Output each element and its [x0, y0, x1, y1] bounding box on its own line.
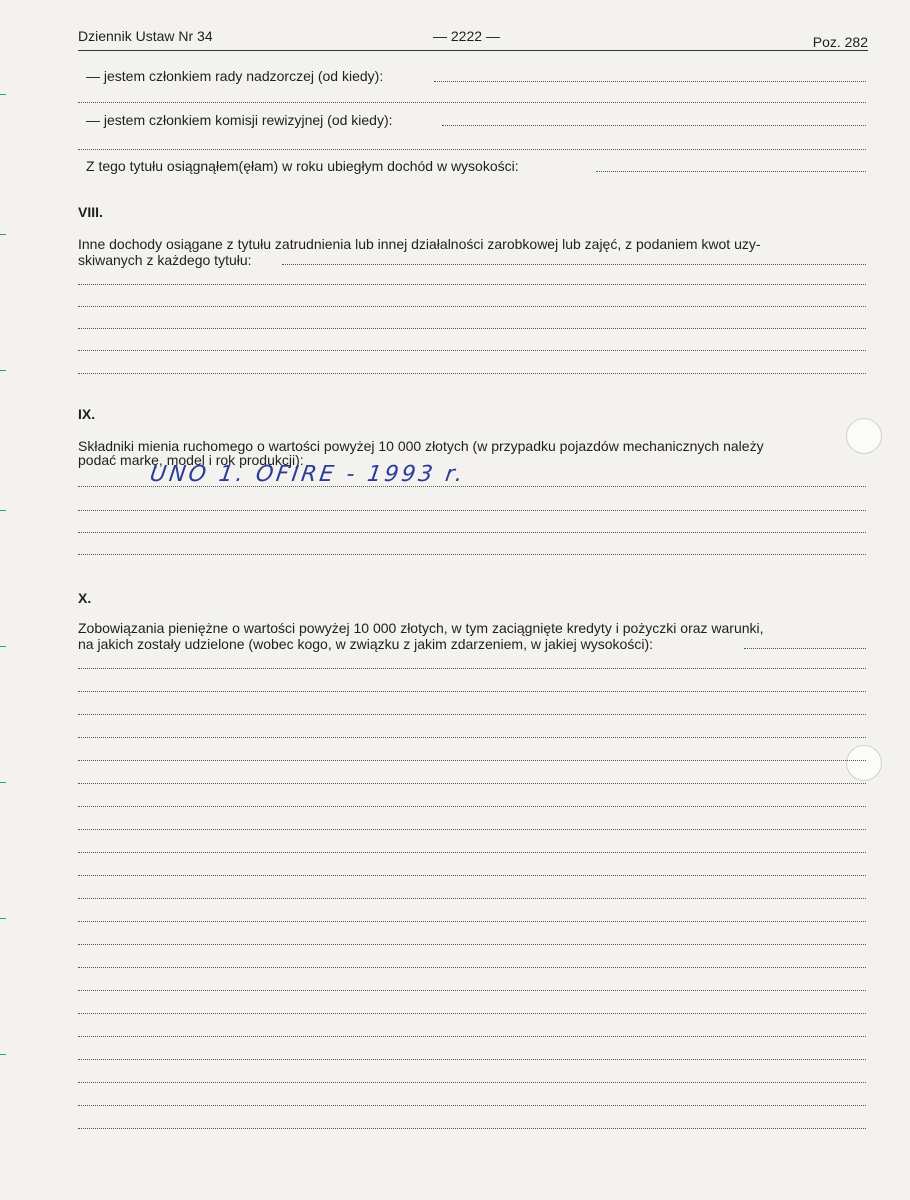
answer-line[interactable] [78, 668, 866, 669]
answer-line[interactable] [78, 1082, 866, 1083]
margin-tick [0, 918, 6, 919]
answer-line[interactable] [78, 852, 866, 853]
handwritten-answer: UNO 1. OFIRE - 1993 r. [148, 462, 468, 487]
margin-tick [0, 94, 6, 95]
position-number: Poz. 282 [812, 34, 868, 50]
journal-title: Dziennik Ustaw Nr 34 [78, 28, 213, 44]
income-field[interactable] [596, 171, 866, 172]
answer-line[interactable] [78, 350, 866, 351]
answer-line[interactable] [78, 714, 866, 715]
answer-line[interactable] [78, 944, 866, 945]
page-number: — 2222 — [433, 28, 500, 44]
answer-line[interactable] [78, 829, 866, 830]
answer-line[interactable] [78, 306, 866, 307]
answer-line[interactable] [78, 990, 866, 991]
answer-line[interactable] [78, 328, 866, 329]
answer-line[interactable] [78, 373, 866, 374]
answer-line[interactable] [78, 875, 866, 876]
margin-tick [0, 370, 6, 371]
answer-line[interactable] [78, 149, 866, 150]
section-heading-x: X. [78, 590, 92, 606]
answer-line[interactable] [78, 898, 866, 899]
answer-line[interactable] [78, 967, 866, 968]
audit-member-label: — jestem członkiem komisji rewizyjnej (od kiedy): [86, 112, 393, 128]
answer-line[interactable] [78, 1059, 866, 1060]
answer-line[interactable] [78, 737, 866, 738]
margin-tick [0, 1054, 6, 1055]
page-header [78, 26, 868, 51]
answer-line[interactable] [78, 510, 866, 511]
section8-question-line1: Inne dochody osiągane z tytułu zatrudnienia lub innej działalności zarobkowej lub zajęć, z podaniem kwot uzy- [78, 236, 761, 252]
board-member-field[interactable] [434, 81, 866, 82]
answer-line[interactable] [78, 921, 866, 922]
section8-question-line2: skiwanych z każdego tytułu: [78, 252, 252, 268]
answer-line[interactable] [78, 1036, 866, 1037]
board-member-label: — jestem członkiem rady nadzorczej (od kiedy): [86, 68, 384, 84]
section10-question-line1: Zobowiązania pieniężne o wartości powyżej 10 000 złotych, w tym zaciągnięte kredyty i pożyczki oraz warunki, [78, 620, 764, 636]
answer-line[interactable] [78, 284, 866, 285]
answer-line[interactable] [78, 783, 866, 784]
section-heading-ix: IX. [78, 406, 96, 422]
section8-answer-field[interactable] [282, 264, 866, 265]
answer-line[interactable] [78, 760, 866, 761]
section9-question-line2: podać markę, model i rok produkcji): [78, 452, 304, 468]
answer-line[interactable] [78, 554, 866, 555]
margin-tick [0, 646, 6, 647]
margin-tick [0, 510, 6, 511]
section10-answer-field[interactable] [744, 648, 866, 649]
punch-hole [846, 745, 882, 781]
section9-question-line1: Składniki mienia ruchomego o wartości powyżej 10 000 złotych (w przypadku pojazdów mechanicznych należy [78, 438, 764, 454]
audit-member-field[interactable] [442, 125, 866, 126]
answer-line[interactable] [78, 691, 866, 692]
answer-line[interactable] [78, 1105, 866, 1106]
answer-line[interactable] [78, 102, 866, 103]
section-heading-viii: VIII. [78, 204, 103, 220]
answer-line[interactable] [78, 1013, 866, 1014]
answer-line[interactable] [78, 532, 866, 533]
margin-tick [0, 782, 6, 783]
income-label: Z tego tytułu osiągnąłem(ęłam) w roku ubiegłym dochód w wysokości: [86, 158, 519, 174]
section10-question-line2: na jakich zostały udzielone (wobec kogo, w związku z jakim zdarzeniem, w jakiej wysokości): [78, 636, 654, 652]
answer-line[interactable] [78, 806, 866, 807]
answer-line[interactable] [78, 1128, 866, 1129]
margin-tick [0, 234, 6, 235]
